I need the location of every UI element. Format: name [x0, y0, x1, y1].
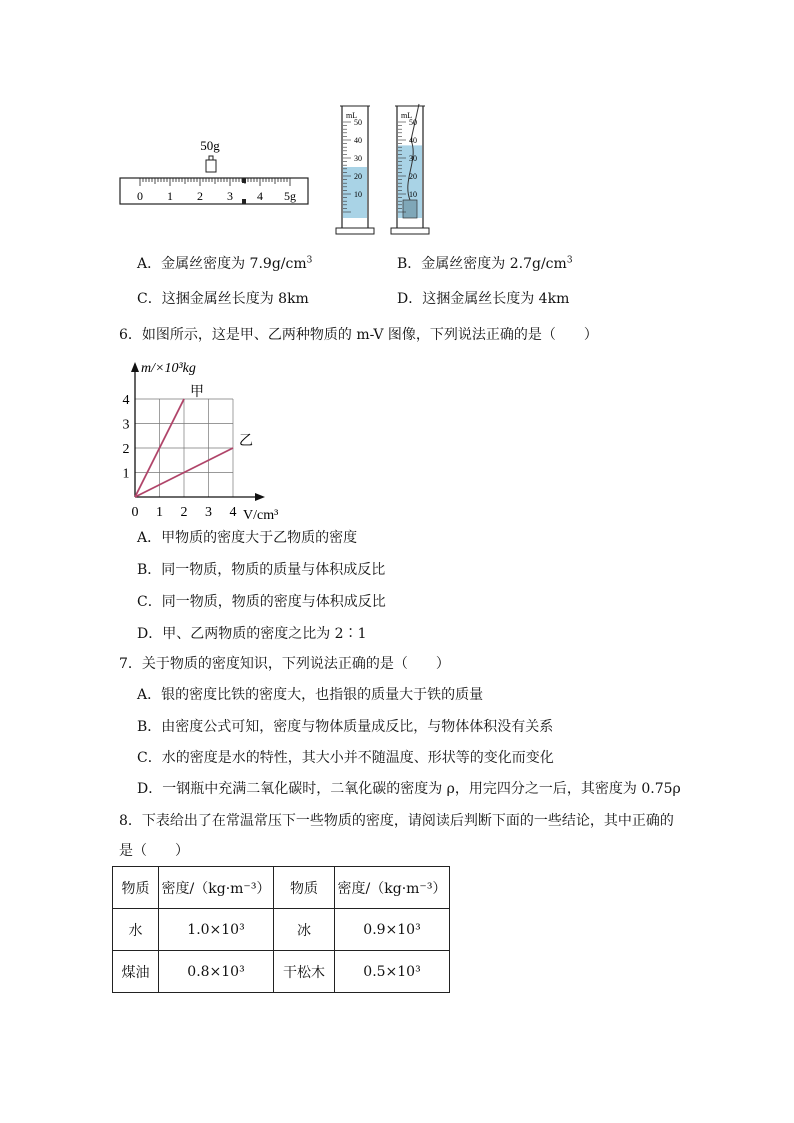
cylinder-with-wire — [391, 104, 429, 234]
y-tick-label: 1 — [122, 466, 130, 482]
table-cell: 冰 — [274, 909, 335, 951]
cylinder-tick-label: 30 — [354, 154, 362, 163]
table-header-row — [113, 867, 450, 909]
cylinder-tick-label: 50 — [409, 118, 417, 127]
ruler-tick-label: 3 — [227, 189, 233, 203]
y-tick-label: 3 — [122, 417, 130, 433]
cylinder-tick-label: 20 — [354, 172, 362, 181]
density-table — [112, 866, 450, 993]
cylinder-tick-label: 40 — [409, 136, 417, 145]
x-tick-label: 2 — [180, 505, 188, 520]
q7-option-b[interactable]: B．由密度公式可知，密度与物体质量成反比，与物体体积没有关系 — [137, 719, 554, 735]
slider-rider — [242, 178, 246, 183]
x-tick-label: 1 — [156, 505, 163, 520]
ruler-tick-label: 5g — [284, 189, 296, 203]
table-header-cell: 物质 — [113, 867, 159, 909]
table-cell: 0.5×10³ — [335, 951, 450, 993]
series-label: 甲 — [190, 384, 204, 400]
x-tick-label: 3 — [205, 505, 212, 520]
q6-stem: 6．如图所示，这是甲、乙两种物质的 m-V 图像，下列说法正确的是（ ） — [119, 327, 598, 343]
metal-wire-coil — [403, 200, 417, 218]
cylinder-unit: mL — [346, 111, 358, 120]
cylinder-tick-label: 50 — [354, 118, 362, 127]
q5-option-c[interactable]: C．这捆金属丝长度为 8km — [137, 291, 309, 307]
y-axis-arrow-icon — [131, 362, 139, 372]
table-cell: 干松木 — [274, 951, 335, 993]
q7-option-d[interactable]: D．一钢瓶中充满二氧化碳时，二氧化碳的密度为 ρ，用完四分之一后，其密度为 0.75ρ — [137, 781, 681, 797]
q6-option-c[interactable]: C．同一物质，物质的密度与体积成反比 — [137, 594, 386, 610]
ruler-tick-label: 2 — [197, 189, 203, 203]
table-row — [113, 909, 450, 951]
series-label: 乙 — [239, 433, 253, 449]
weight-label: 50g — [200, 138, 220, 153]
x-tick-label: 4 — [229, 505, 237, 520]
weight-icon — [206, 160, 216, 172]
y-axis-label: m/×10³kg — [141, 361, 196, 376]
ruler-tick-label: 4 — [257, 189, 263, 203]
table-header-cell: 密度/（kg·m⁻³） — [159, 867, 274, 909]
q8-stem-line2: 是（ ） — [119, 843, 189, 859]
table-cell: 煤油 — [113, 951, 159, 993]
table-cell: 1.0×10³ — [159, 909, 274, 951]
cylinder-base — [391, 228, 429, 234]
ruler-tick-label: 0 — [137, 189, 143, 203]
cylinder-water-only — [336, 106, 374, 234]
cylinder-tick-label: 10 — [354, 190, 362, 199]
q6-option-a[interactable]: A．甲物质的密度大于乙物质的密度 — [137, 530, 358, 546]
y-tick-label: 2 — [122, 442, 130, 457]
cylinder-tick-label: 30 — [409, 154, 417, 163]
q7-option-c[interactable]: C．水的密度是水的特性，其大小并不随温度、形状等的变化而变化 — [137, 750, 554, 766]
balance-ruler — [120, 178, 308, 204]
balance-and-cylinder-figure — [110, 100, 450, 240]
q7-option-a[interactable]: A．银的密度比铁的密度大，也指银的质量大于铁的质量 — [137, 687, 484, 703]
cylinder-tick-label: 40 — [354, 136, 362, 145]
q5-option-d[interactable]: D．这捆金属丝长度为 4km — [397, 291, 570, 307]
table-cell: 0.9×10³ — [335, 909, 450, 951]
q5-option-b[interactable]: B．金属丝密度为 $2.7g/cm^3$ — [397, 255, 573, 272]
q5-option-a[interactable]: A．金属丝密度为 $7.9g/cm^3$ — [137, 255, 313, 272]
x-tick-label: 0 — [131, 505, 139, 520]
y-tick-label: 4 — [122, 393, 130, 408]
ruler-tick-label: 1 — [167, 189, 173, 203]
table-cell: 水 — [113, 909, 159, 951]
cylinder-base — [336, 228, 374, 234]
cylinder-unit: mL — [401, 111, 413, 120]
table-header-cell: 密度/（kg·m⁻³） — [335, 867, 450, 909]
x-axis-label: V/cm³ — [243, 508, 279, 523]
cylinder-tick-label: 10 — [409, 190, 417, 199]
q7-stem: 7．关于物质的密度知识，下列说法正确的是（ ） — [119, 656, 450, 672]
table-cell: 0.8×10³ — [159, 951, 274, 993]
q6-option-d[interactable]: D．甲、乙两物质的密度之比为 2∶1 — [137, 626, 367, 642]
q8-stem-line1: 8．下表给出了在常温常压下一些物质的密度，请阅读后判断下面的一些结论，其中正确的 — [119, 813, 674, 829]
m-v-chart — [115, 352, 285, 527]
table-row — [113, 951, 450, 993]
table-header-cell: 物质 — [274, 867, 335, 909]
cylinder-tick-label: 20 — [409, 172, 417, 181]
q6-option-b[interactable]: B．同一物质，物质的质量与体积成反比 — [137, 562, 386, 578]
x-axis-arrow-icon — [255, 493, 265, 501]
